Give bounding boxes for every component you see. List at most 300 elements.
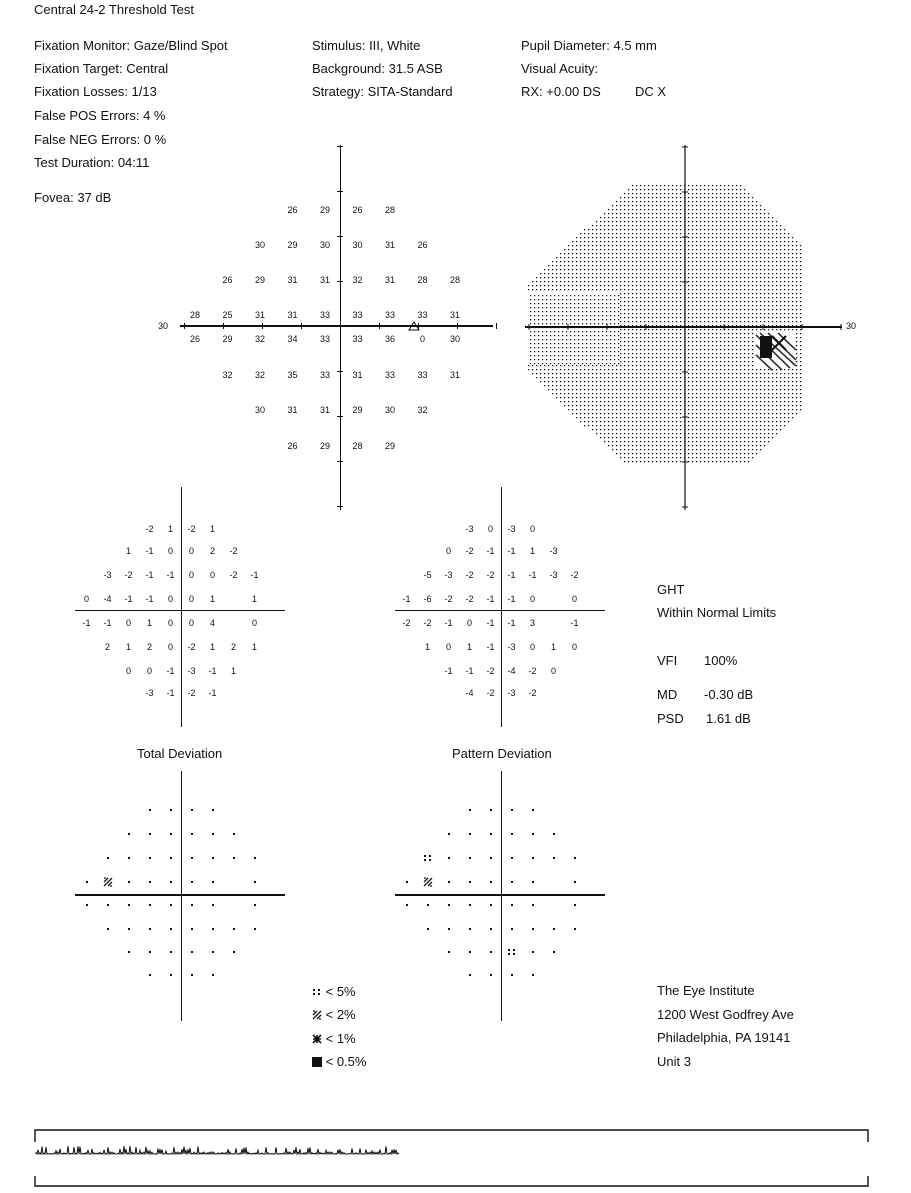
normal-point: [149, 809, 151, 811]
deviation-value: -2: [187, 524, 196, 534]
deviation-value: 1: [251, 594, 257, 604]
threshold-value: 32: [417, 405, 428, 415]
normal-point: [191, 833, 193, 835]
normal-point: [532, 974, 534, 976]
normal-point: [254, 928, 256, 930]
normal-point: [490, 928, 492, 930]
deviation-value: -2: [229, 546, 238, 556]
deviation-value: 0: [188, 618, 194, 628]
deviation-value: 0: [167, 618, 173, 628]
md-value: -0.30 dB: [704, 687, 754, 702]
deviation-value: -2: [528, 666, 537, 676]
threshold-value: 30: [319, 240, 330, 250]
deviation-value: -1: [528, 570, 537, 580]
normal-point: [511, 809, 513, 811]
deviation-value: -3: [507, 524, 516, 534]
md-label: MD: [657, 687, 678, 702]
ght-label: GHT: [657, 582, 685, 597]
vfi-value: 100%: [704, 653, 738, 668]
normal-point: [511, 904, 513, 906]
legend-05pct: [312, 1054, 366, 1069]
normal-point: [427, 928, 429, 930]
threshold-value: 0: [419, 334, 425, 344]
threshold-value: 28: [449, 275, 460, 285]
deviation-value: -2: [570, 570, 579, 580]
deviation-value: -4: [465, 688, 474, 698]
normal-point: [128, 857, 130, 859]
normal-point: [212, 974, 214, 976]
deviation-value: -3: [549, 546, 558, 556]
normal-point: [448, 881, 450, 883]
threshold-value: 26: [189, 334, 200, 344]
threshold-value: 33: [319, 370, 330, 380]
threshold-value: 32: [254, 370, 265, 380]
normal-point: [128, 833, 130, 835]
axis-tick: [379, 323, 380, 329]
deviation-value: -1: [507, 594, 516, 604]
threshold-value: 28: [417, 275, 428, 285]
normal-point: [170, 857, 172, 859]
threshold-value: 33: [417, 370, 428, 380]
normal-point: [212, 881, 214, 883]
deviation-value: -1: [486, 618, 495, 628]
normal-point: [469, 809, 471, 811]
legend-5pct-label: < 5%: [325, 984, 356, 999]
threshold-value: 36: [384, 334, 395, 344]
deviation-value: -1: [124, 594, 133, 604]
deviation-value: 1: [125, 642, 131, 652]
normal-point: [511, 881, 513, 883]
threshold-value: 26: [352, 205, 363, 215]
normal-point: [532, 928, 534, 930]
fixation-target: Fixation Target: Central: [34, 61, 169, 76]
axis-tick: [418, 323, 419, 329]
stimulus: Stimulus: III, White: [312, 38, 421, 53]
deviation-value: 0: [445, 642, 451, 652]
threshold-value: 35: [287, 370, 298, 380]
normal-point: [511, 928, 513, 930]
threshold-value: 33: [384, 370, 395, 380]
rx-dc: DC X: [635, 84, 667, 99]
td-num-h-axis: [75, 610, 285, 611]
threshold-value: 30: [384, 405, 395, 415]
threshold-value: 31: [287, 275, 298, 285]
threshold-value: 31: [384, 240, 395, 250]
pd-prob-h-axis: [395, 894, 605, 896]
normal-point: [191, 951, 193, 953]
threshold-value: 31: [287, 310, 298, 320]
deviation-value: -4: [507, 666, 516, 676]
deviation-value: -2: [528, 688, 537, 698]
legend-1pct-label: < 1%: [325, 1031, 356, 1046]
legend-2pct: [312, 1007, 356, 1022]
deviation-value: -1: [507, 618, 516, 628]
normal-point: [212, 833, 214, 835]
normal-point: [406, 881, 408, 883]
normal-point: [490, 951, 492, 953]
deviation-value: -1: [444, 618, 453, 628]
threshold-value: 33: [352, 310, 363, 320]
deviation-value: -1: [507, 546, 516, 556]
deviation-value: 0: [167, 642, 173, 652]
deviation-value: 0: [188, 570, 194, 580]
threshold-value: 29: [384, 441, 395, 451]
axis-tick: [262, 323, 263, 329]
legend-05pct-label: < 0.5%: [325, 1054, 367, 1069]
deviation-value: -3: [549, 570, 558, 580]
threshold-value: 32: [222, 370, 233, 380]
normal-point: [511, 974, 513, 976]
p5-symbol-icon: [507, 947, 517, 957]
normal-point: [469, 974, 471, 976]
threshold-value: 28: [189, 310, 200, 320]
deviation-value: 0: [571, 594, 577, 604]
deviation-value: -2: [444, 594, 453, 604]
deviation-value: -2: [124, 570, 133, 580]
normal-point: [107, 928, 109, 930]
threshold-value: 31: [319, 405, 330, 415]
normal-point: [469, 928, 471, 930]
normal-point: [191, 881, 193, 883]
normal-point: [254, 881, 256, 883]
axis-tick: [337, 146, 343, 147]
normal-point: [511, 833, 513, 835]
deviation-value: -2: [465, 570, 474, 580]
normal-point: [212, 951, 214, 953]
deviation-value: 0: [167, 594, 173, 604]
normal-point: [212, 857, 214, 859]
deviation-value: 0: [125, 618, 131, 628]
threshold-value: 25: [222, 310, 233, 320]
deviation-value: -2: [187, 642, 196, 652]
normal-point: [170, 809, 172, 811]
pupil-diameter: Pupil Diameter: 4.5 mm: [521, 38, 657, 53]
threshold-v-axis: [340, 145, 341, 510]
threshold-value: 30: [254, 240, 265, 250]
normal-point: [107, 857, 109, 859]
normal-point: [448, 833, 450, 835]
p1-symbol-icon: [312, 1034, 322, 1044]
deviation-value: -1: [444, 666, 453, 676]
deviation-value: 1: [167, 524, 173, 534]
deviation-value: -2: [187, 688, 196, 698]
axis-tick: [184, 323, 185, 329]
deviation-value: -5: [423, 570, 432, 580]
legend-1pct: [312, 1031, 356, 1046]
deviation-value: 0: [251, 618, 257, 628]
deviation-value: 3: [529, 618, 535, 628]
axis-tick: [337, 461, 343, 462]
normal-point: [574, 857, 576, 859]
normal-point: [212, 809, 214, 811]
deviation-value: -4: [103, 594, 112, 604]
deviation-value: -2: [486, 666, 495, 676]
deviation-value: -1: [465, 666, 474, 676]
normal-point: [128, 904, 130, 906]
p2-symbol-icon: [423, 877, 433, 887]
fovea-value: Fovea: 37 dB: [34, 190, 112, 205]
deviation-value: -1: [166, 570, 175, 580]
threshold-value: 33: [417, 310, 428, 320]
normal-point: [86, 904, 88, 906]
normal-point: [553, 951, 555, 953]
deviation-value: -3: [507, 642, 516, 652]
threshold-value: 28: [384, 205, 395, 215]
deviation-value: -2: [465, 594, 474, 604]
normal-point: [149, 833, 151, 835]
normal-point: [86, 881, 88, 883]
ght-value: Within Normal Limits: [657, 605, 777, 620]
normal-point: [170, 974, 172, 976]
axis-tick: [301, 323, 302, 329]
institute-unit: Unit 3: [657, 1054, 691, 1069]
normal-point: [553, 857, 555, 859]
normal-point: [553, 928, 555, 930]
deviation-value: -1: [570, 618, 579, 628]
deviation-value: 0: [125, 666, 131, 676]
threshold-value: 33: [319, 334, 330, 344]
threshold-value: 29: [319, 441, 330, 451]
normal-point: [532, 809, 534, 811]
total-deviation-label: Total Deviation: [137, 746, 223, 761]
threshold-axis-label: 30: [158, 321, 169, 331]
deviation-value: 0: [529, 642, 535, 652]
normal-point: [212, 928, 214, 930]
deviation-value: -3: [103, 570, 112, 580]
normal-point: [469, 833, 471, 835]
deviation-value: -1: [103, 618, 112, 628]
normal-point: [191, 928, 193, 930]
deviation-value: -1: [486, 546, 495, 556]
threshold-value: 29: [352, 405, 363, 415]
test-title: Central 24-2 Threshold Test: [34, 2, 194, 17]
deviation-value: -3: [444, 570, 453, 580]
normal-point: [128, 951, 130, 953]
threshold-value: 29: [222, 334, 233, 344]
normal-point: [233, 928, 235, 930]
strategy: Strategy: SITA-Standard: [312, 84, 453, 99]
deviation-value: 0: [529, 594, 535, 604]
deviation-value: -1: [402, 594, 411, 604]
threshold-value: 30: [254, 405, 265, 415]
normal-point: [149, 928, 151, 930]
threshold-value: 33: [384, 310, 395, 320]
deviation-value: -1: [145, 570, 154, 580]
deviation-value: -1: [486, 642, 495, 652]
normal-point: [469, 951, 471, 953]
deviation-value: -1: [145, 546, 154, 556]
deviation-value: -2: [486, 688, 495, 698]
deviation-value: 1: [125, 546, 131, 556]
threshold-value: 33: [319, 310, 330, 320]
rx: RX: +0.00 DS: [521, 84, 601, 99]
normal-point: [511, 857, 513, 859]
deviation-value: 1: [230, 666, 236, 676]
threshold-value: 32: [254, 334, 265, 344]
normal-point: [469, 857, 471, 859]
gaze-tracking-strip: [30, 1128, 875, 1188]
test-duration: Test Duration: 04:11: [34, 155, 150, 170]
axis-tick: [337, 371, 343, 372]
greyscale-axis-label: 30: [846, 321, 857, 331]
deviation-value: 0: [487, 524, 493, 534]
normal-point: [448, 951, 450, 953]
deviation-value: 0: [529, 524, 535, 534]
legend-2pct-label: < 2%: [325, 1007, 356, 1022]
normal-point: [574, 928, 576, 930]
deviation-value: -1: [166, 666, 175, 676]
threshold-value: 29: [319, 205, 330, 215]
deviation-value: 1: [529, 546, 535, 556]
normal-point: [532, 904, 534, 906]
deviation-value: 1: [209, 524, 215, 534]
institute-street: 1200 West Godfrey Ave: [657, 1007, 794, 1022]
fixation-monitor: Fixation Monitor: Gaze/Blind Spot: [34, 38, 228, 53]
axis-tick: [337, 281, 343, 282]
normal-point: [170, 833, 172, 835]
threshold-value: 26: [287, 441, 298, 451]
threshold-value: 29: [254, 275, 265, 285]
deviation-value: -1: [145, 594, 154, 604]
p2-symbol-icon: [103, 877, 113, 887]
normal-point: [532, 857, 534, 859]
legend-5pct: [312, 984, 356, 999]
threshold-value: 29: [287, 240, 298, 250]
normal-point: [448, 904, 450, 906]
deviation-value: -2: [145, 524, 154, 534]
deviation-value: -1: [208, 688, 217, 698]
axis-tick: [457, 323, 458, 329]
threshold-value: 34: [287, 334, 298, 344]
deviation-value: -3: [507, 688, 516, 698]
deviation-value: 0: [209, 570, 215, 580]
deviation-value: 0: [188, 546, 194, 556]
normal-point: [532, 833, 534, 835]
deviation-value: 1: [424, 642, 430, 652]
p5-symbol-icon: [423, 853, 433, 863]
deviation-value: -2: [486, 570, 495, 580]
deviation-value: -1: [208, 666, 217, 676]
td-prob-v-axis: [181, 771, 182, 1021]
normal-point: [128, 928, 130, 930]
p05-symbol-icon: [312, 1057, 322, 1067]
normal-point: [233, 951, 235, 953]
normal-point: [490, 809, 492, 811]
deviation-value: -2: [465, 546, 474, 556]
threshold-value: 28: [352, 441, 363, 451]
pd-prob-v-axis: [501, 771, 502, 1021]
normal-point: [574, 881, 576, 883]
normal-point: [490, 974, 492, 976]
threshold-value: 30: [352, 240, 363, 250]
deviation-value: 0: [188, 594, 194, 604]
threshold-value: 31: [449, 370, 460, 380]
normal-point: [254, 857, 256, 859]
deviation-value: -2: [402, 618, 411, 628]
normal-point: [490, 833, 492, 835]
threshold-value: 33: [352, 334, 363, 344]
deviation-value: 1: [209, 594, 215, 604]
normal-point: [448, 857, 450, 859]
deviation-value: 0: [571, 642, 577, 652]
fixation-losses: Fixation Losses: 1/13: [34, 84, 157, 99]
deviation-value: -2: [229, 570, 238, 580]
institute-city: Philadelphia, PA 19141: [657, 1030, 791, 1045]
normal-point: [490, 904, 492, 906]
deviation-value: 0: [167, 546, 173, 556]
normal-point: [149, 951, 151, 953]
greyscale-map: [520, 140, 860, 520]
deviation-value: 1: [251, 642, 257, 652]
threshold-value: 31: [449, 310, 460, 320]
institute-name: The Eye Institute: [657, 983, 755, 998]
deviation-value: -1: [486, 594, 495, 604]
deviation-value: 2: [104, 642, 110, 652]
normal-point: [490, 857, 492, 859]
normal-point: [233, 857, 235, 859]
normal-point: [212, 904, 214, 906]
background: Background: 31.5 ASB: [312, 61, 443, 76]
threshold-value: 31: [352, 370, 363, 380]
normal-point: [490, 881, 492, 883]
normal-point: [170, 928, 172, 930]
deviation-value: 2: [146, 642, 152, 652]
blind-spot-greyscale: [756, 333, 796, 370]
normal-point: [149, 974, 151, 976]
normal-point: [128, 881, 130, 883]
threshold-value: 26: [417, 240, 428, 250]
normal-point: [427, 904, 429, 906]
td-prob-h-axis: [75, 894, 285, 896]
axis-tick: [337, 236, 343, 237]
false-pos-errors: False POS Errors: 4 %: [34, 108, 166, 123]
normal-point: [406, 904, 408, 906]
pd-num-h-axis: [395, 610, 605, 611]
deviation-value: 1: [550, 642, 556, 652]
threshold-value: 31: [384, 275, 395, 285]
deviation-value: 0: [550, 666, 556, 676]
normal-point: [191, 857, 193, 859]
greyscale-field: [528, 185, 801, 462]
normal-point: [107, 904, 109, 906]
threshold-value: 31: [287, 405, 298, 415]
normal-point: [149, 904, 151, 906]
deviation-value: -1: [507, 570, 516, 580]
threshold-value: 31: [319, 275, 330, 285]
threshold-h-axis: [180, 325, 493, 327]
normal-point: [170, 881, 172, 883]
threshold-value: 31: [254, 310, 265, 320]
threshold-value: 26: [287, 205, 298, 215]
normal-point: [149, 881, 151, 883]
visual-acuity: Visual Acuity:: [521, 61, 599, 76]
deviation-value: 0: [146, 666, 152, 676]
pattern-deviation-label: Pattern Deviation: [452, 746, 552, 761]
deviation-value: 0: [466, 618, 472, 628]
deviation-value: -1: [82, 618, 91, 628]
deviation-value: -6: [423, 594, 432, 604]
normal-point: [574, 904, 576, 906]
normal-point: [448, 928, 450, 930]
axis-tick: [337, 416, 343, 417]
deviation-value: 1: [209, 642, 215, 652]
false-neg-errors: False NEG Errors: 0 %: [34, 132, 167, 147]
normal-point: [170, 951, 172, 953]
vfi-label: VFI: [657, 653, 678, 668]
threshold-value: 26: [222, 275, 233, 285]
normal-point: [191, 809, 193, 811]
normal-point: [149, 857, 151, 859]
